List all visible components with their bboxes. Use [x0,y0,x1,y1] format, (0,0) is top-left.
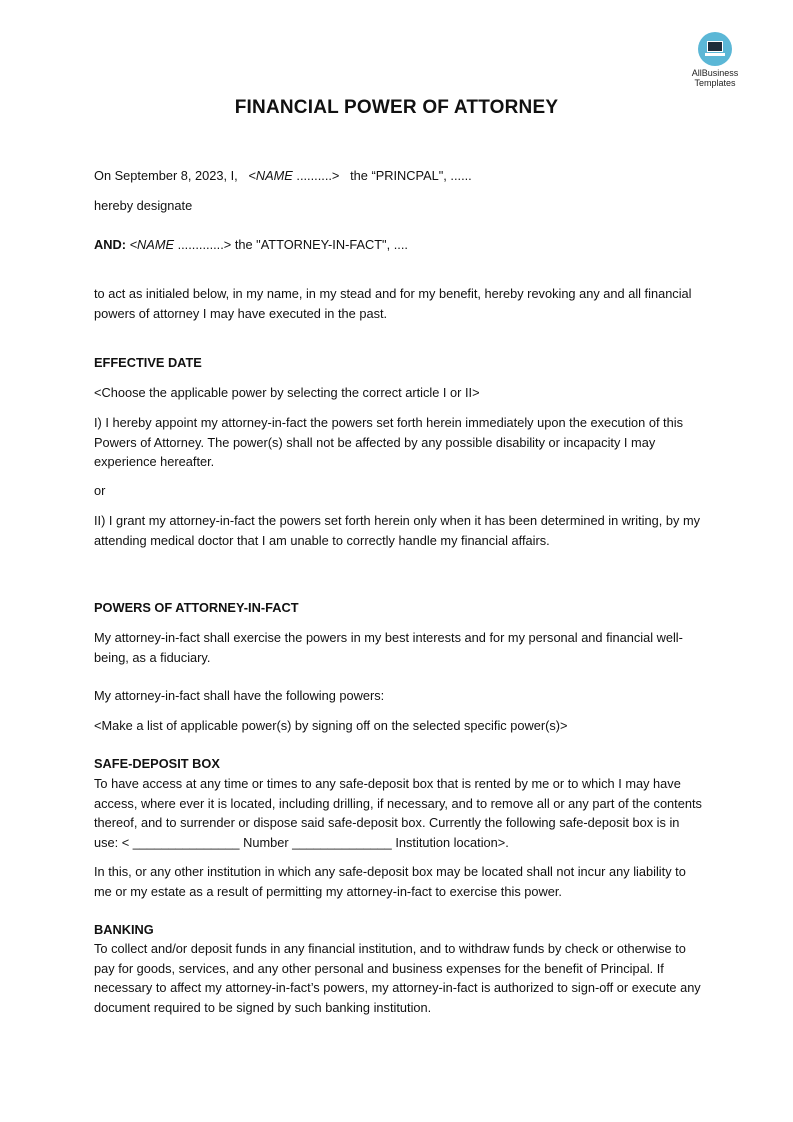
option-two-paragraph: II) I grant my attorney-in-fact the powers set forth herein only when it has been determined in writing, by my attending medical doctor that I am unable to correctly handle my financial affairs. [94,513,701,548]
option-one-paragraph: I) I hereby appoint my attorney-in-fact the powers set forth herein immediately upon the execution of this Powers of Attorney. The power(s) shall not be affected by any possible disability or incapacity I may experience hereafter. [94,415,683,469]
principal-line [94,166,704,186]
logo-text-line1: AllBusiness [691,68,739,78]
attorney-line [94,235,704,255]
designate-line: hereby designate [94,198,193,213]
date-prefix: On September 8, 2023, I, [94,168,238,183]
and-label: AND: [94,237,126,252]
laptop-icon [698,32,732,66]
document-title: FINANCIAL POWER OF ATTORNEY [234,97,559,118]
attorney-name-placeholder: <NAME [129,237,175,252]
attorney-suffix: the "ATTORNEY-IN-FACT", .... [234,237,408,252]
effective-date-heading: EFFECTIVE DATE [94,355,202,370]
banking-paragraph: To collect and/or deposit funds in any financial institution, and to withdraw funds by check or otherwise to pay for goods, services, and any other personal and business expenses for the benefit of Principal. If necessary to affect my attorney-in-fact’s powers, my attorney-in-fact is authorized to sign-off or execute any document required to be signed by such banking institution. [94,941,701,1015]
banking-heading: BANKING [94,922,154,937]
safe-deposit-heading: SAFE-DEPOSIT BOX [94,756,220,771]
principal-name-placeholder: <NAME [248,168,293,183]
powers-paragraph-2: My attorney-in-fact shall have the following powers: [94,688,385,703]
allbusiness-logo [684,32,746,88]
act-paragraph: to act as initialed below, in my name, in my stead and for my benefit, hereby revoking any and all financial powers of attorney I may have executed in the past. [94,286,692,321]
powers-heading: POWERS OF ATTORNEY-IN-FACT [94,600,299,615]
principal-suffix: the “PRINCPAL", ...... [350,168,472,183]
choose-instruction: <Choose the applicable power by selecting the correct article I or II> [94,385,480,400]
powers-paragraph-1: My attorney-in-fact shall exercise the powers in my best interests and for my personal and financial well-being, as a fiduciary. [94,630,683,665]
safe-deposit-paragraph-1: To have access at any time or times to any safe-deposit box that is rented by me or to which I may have access, where ever it is located, including drilling, if necessary, and to remove all or any part of the contents thereof, and to surrender or dispose said safe-deposit box. Currently the following safe-deposit box is in use: < _______________ Number ______________ Institution location>. [94,776,702,850]
logo-text-line2: Templates [694,78,736,88]
attorney-name-dots: .............> [174,237,235,252]
principal-name-dots: ..........> [292,168,340,183]
powers-paragraph-3: <Make a list of applicable power(s) by signing off on the selected specific power(s)> [94,718,568,733]
safe-deposit-paragraph-2: In this, or any other institution in which any safe-deposit box may be located shall not incur any liability to me or my estate as a result of permitting my attorney-in-fact to exercise this power. [94,864,686,899]
or-text: or [94,483,106,498]
